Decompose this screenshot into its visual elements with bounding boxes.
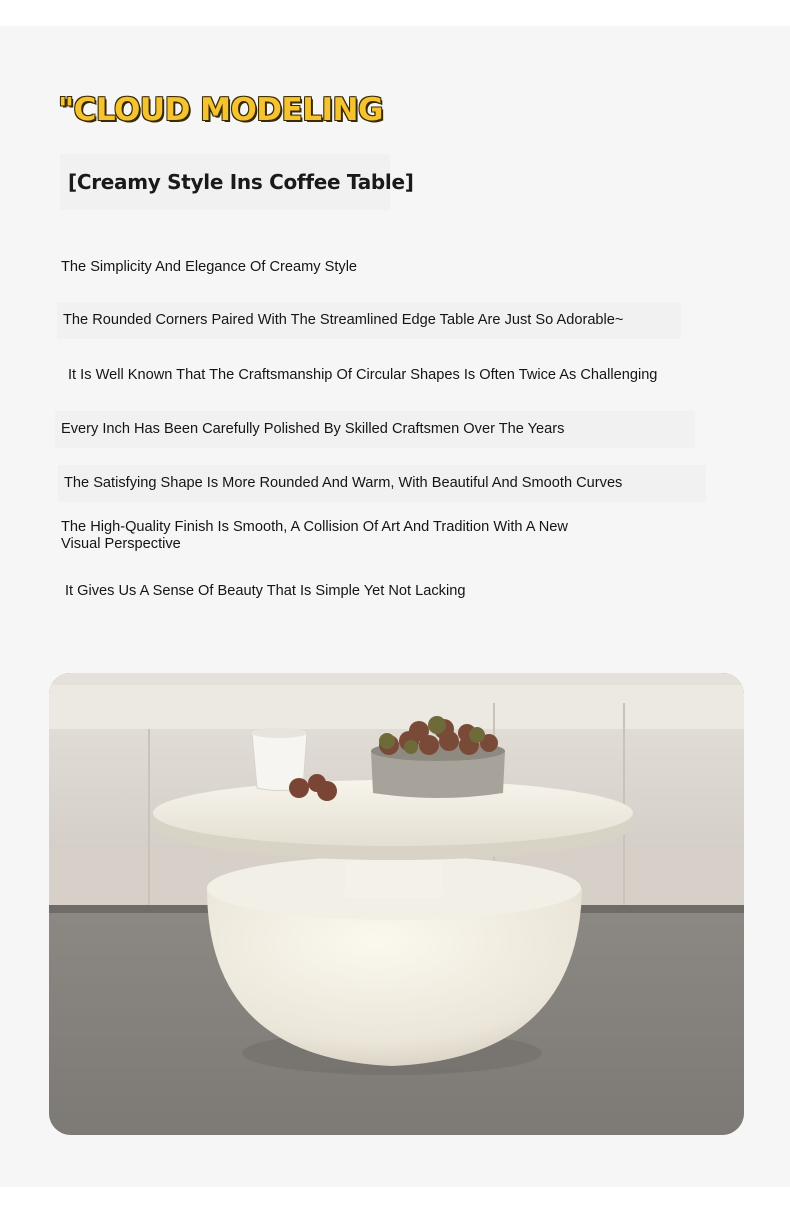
feature-line-1: The Simplicity And Elegance Of Creamy Style bbox=[61, 259, 358, 275]
coffee-table-photo bbox=[49, 673, 744, 1135]
feature-line-2: The Rounded Corners Paired With The Streamlined Edge Table Are Just So Adorable~ bbox=[57, 302, 681, 339]
feature-line-6: The High-Quality Finish Is Smooth, A Collision Of Art And Tradition With A New Visual Perspective bbox=[61, 519, 568, 552]
feature-line-7: It Gives Us A Sense Of Beauty That Is Simple Yet Not Lacking bbox=[65, 583, 466, 599]
feature-line-5: The Satisfying Shape Is More Rounded And Warm, With Beautiful And Smooth Curves bbox=[58, 465, 706, 502]
headline: "CLOUD MODELING bbox=[58, 92, 383, 128]
feature-line-4: Every Inch Has Been Carefully Polished By Skilled Craftsmen Over The Years bbox=[55, 411, 695, 448]
feature-line-3: It Is Well Known That The Craftsmanship Of Circular Shapes Is Often Twice As Challenging bbox=[68, 367, 658, 383]
subtitle: [Creamy Style Ins Coffee Table] bbox=[60, 154, 390, 210]
